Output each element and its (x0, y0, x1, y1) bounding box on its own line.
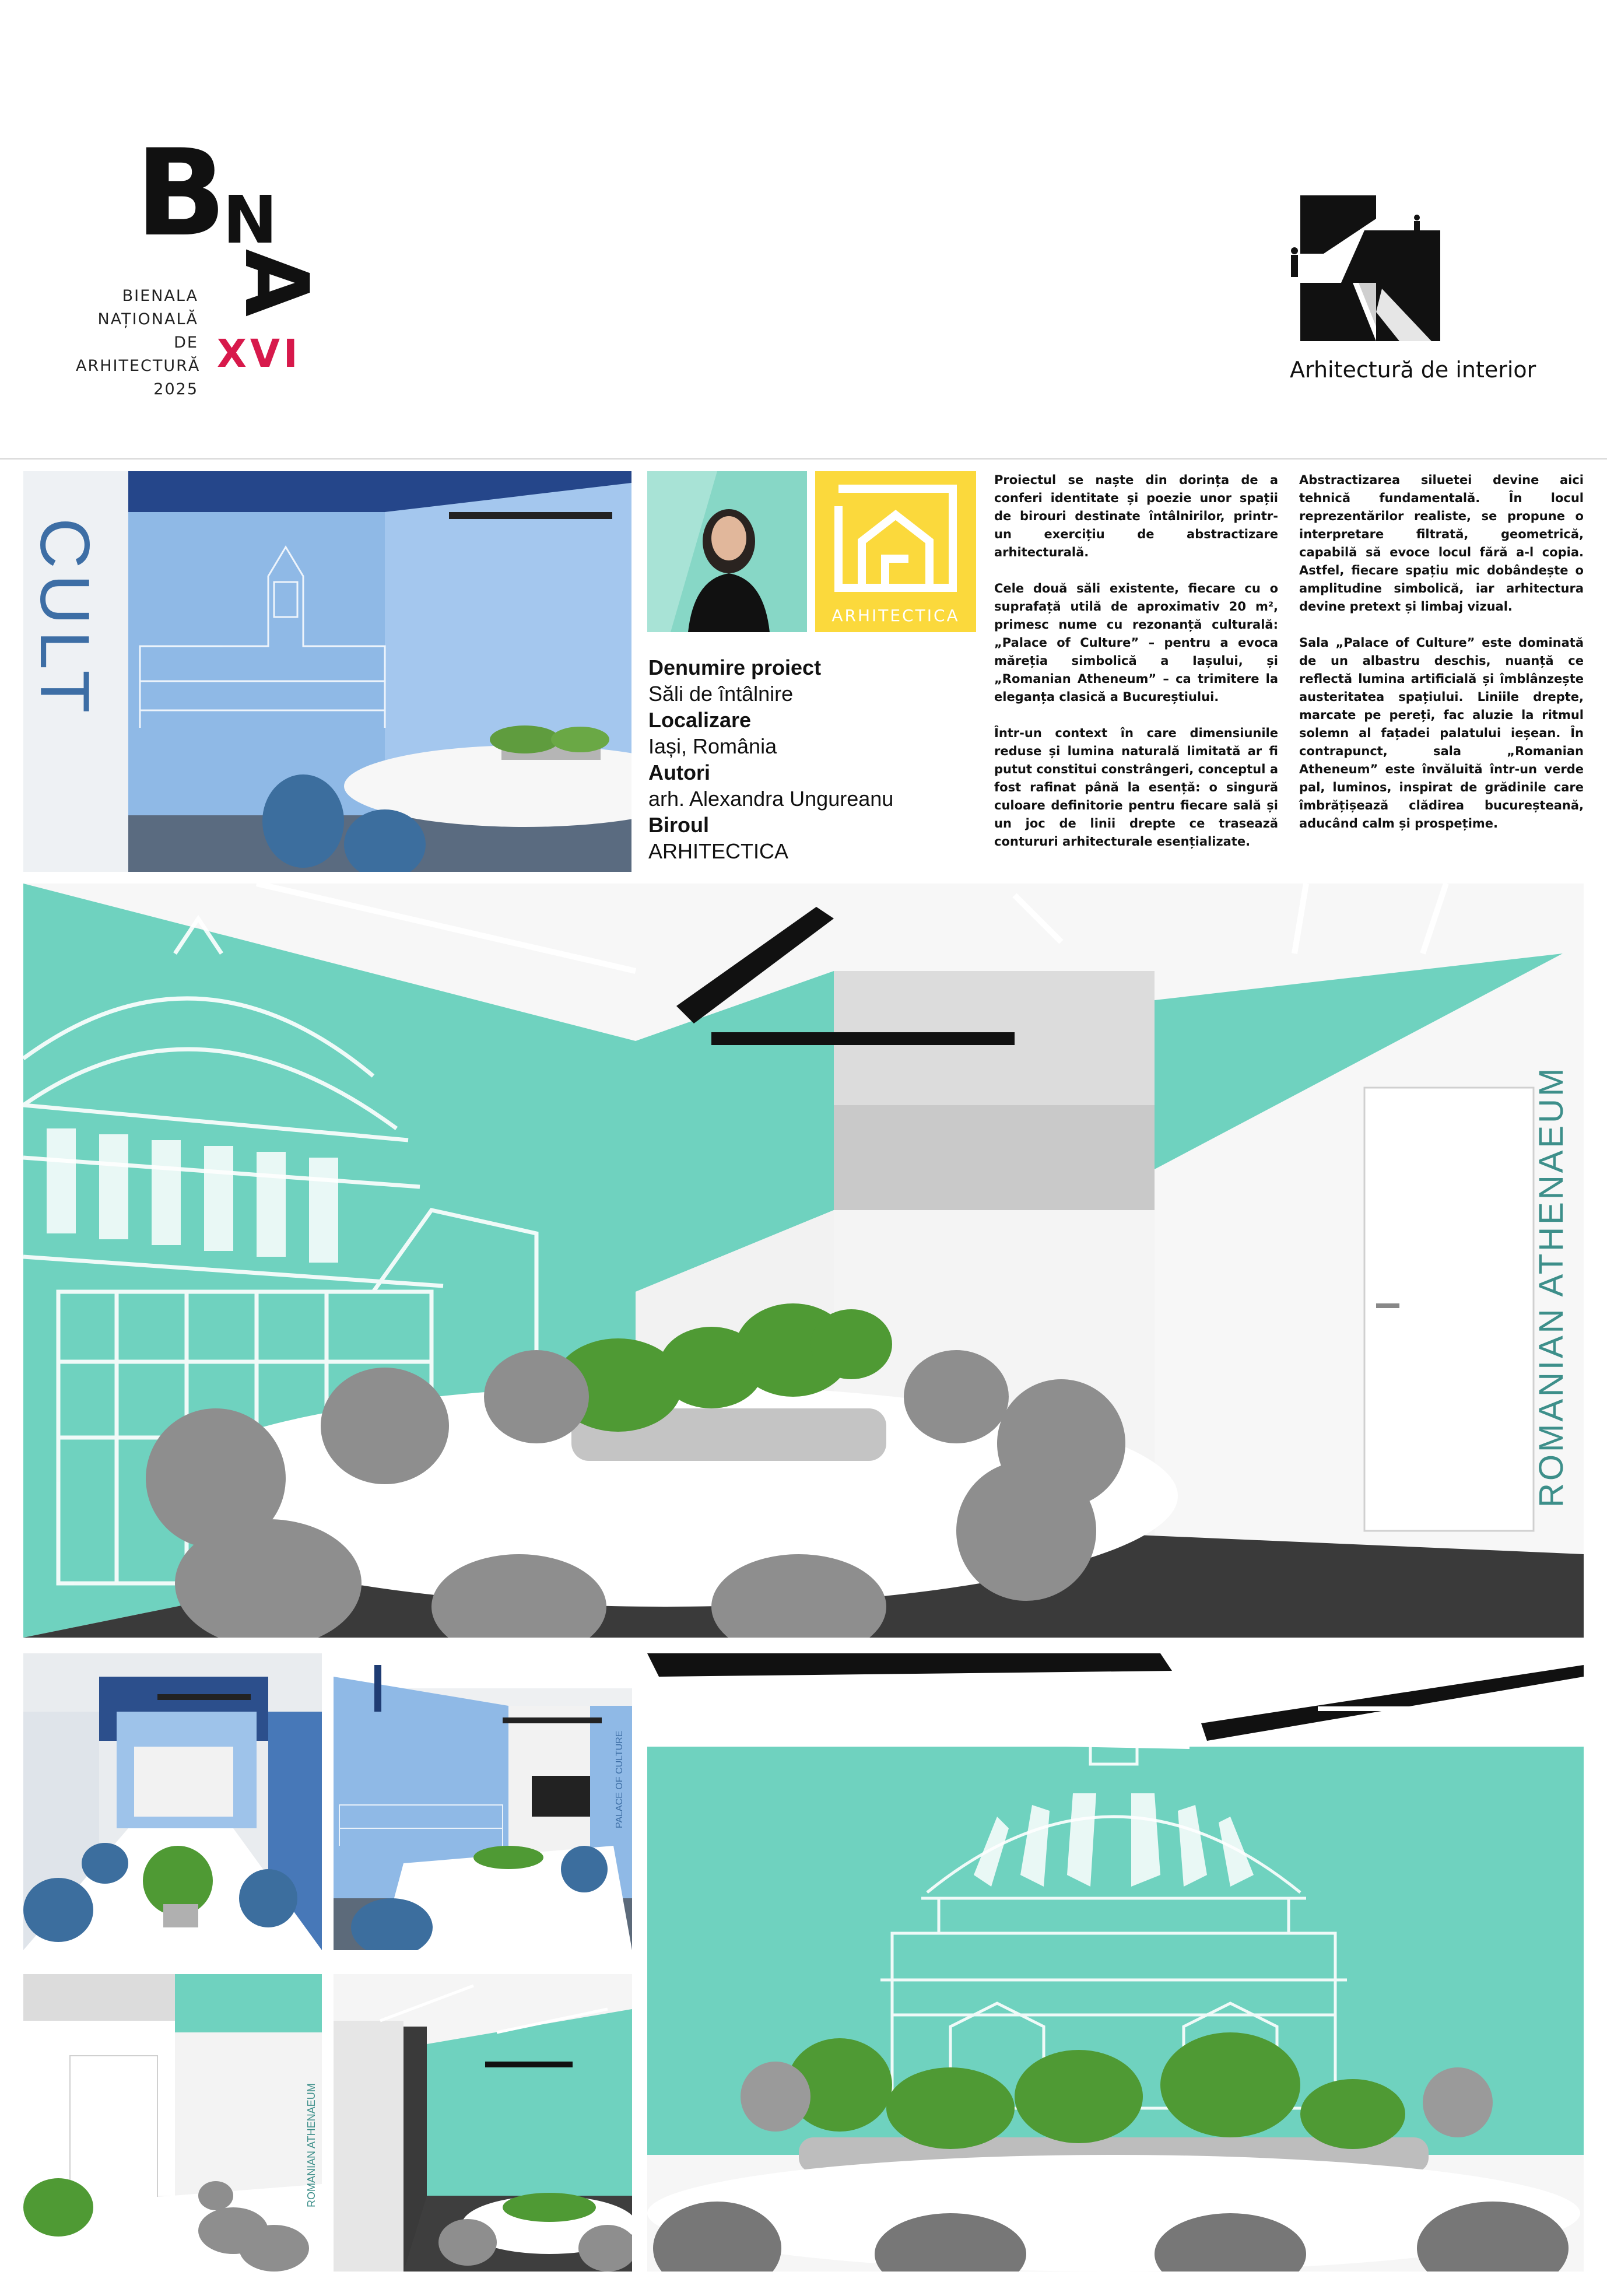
office: ARHITECTICA (648, 839, 789, 863)
description-paragraph: Sala „Palace of Culture” este dominată de un albastru deschis, nuanță ce reflectă lumina artificială și îmblânzește austeritatea spațiului. Liniile drepte, marcate pe pereți, fac aluzie la ritmul solemn al fațadei palatului ieșean. În contrapunct, sala „Romanian Atheneum” este învăluită într-un verde pal, luminos, inspirat de grădinile care îmbrățișează clădirea bucureșteană, aducând calm și prospețime. (1299, 636, 1584, 830)
photo-atheneum-corner (334, 1974, 632, 2272)
project-name: Săli de întâlnire (648, 682, 794, 706)
culture-wall-text: CULT (26, 518, 104, 719)
description-column-1 (994, 471, 1278, 869)
description-paragraph: Cele două săli existente, fiecare cu o suprafață utilă de aproximativ 20 m², primesc nume cu rezonanță culturală: „Palace of Culture” – pentru a evoca măreția simbolică a Iașului, și „Romanian Atheneum” – ca trimitere la eleganța clasică a Bucureștiului. (994, 581, 1278, 704)
author-portrait (647, 471, 807, 632)
bienala-line: NAȚIONALĂ (97, 310, 198, 328)
logo-letter-b: B (135, 124, 227, 263)
edition-number: XVI (217, 331, 301, 376)
house-logo-icon (815, 471, 976, 605)
atheneum-small-wall-text: ROMANIAN ATHENAEUM (306, 2083, 317, 2207)
photo-palace-room (23, 471, 631, 872)
photo-atheneum-front (647, 1653, 1584, 2272)
label-authors: Autori (648, 760, 710, 784)
interior-architecture-icon (1289, 195, 1446, 341)
photo-palace-long-table (23, 1653, 322, 1950)
label-office: Biroul (648, 813, 709, 837)
photo-atheneum-side (23, 1974, 322, 2272)
label-location: Localizare (648, 708, 752, 732)
description-column-2 (1299, 471, 1584, 851)
arhitectica-logo-text: ARHITECTICA (831, 606, 960, 625)
category-title: Arhitectură de interior (1290, 357, 1536, 383)
description-paragraph: Într-un context în care dimensiunile reduse și lumina naturală limitată ar fi putut constitui constrângeri, conceptul a fost rafinat până la esență: o singură culoare definitorie pentru fiecare sală și un joc de linii drepte ce trasează contururi arhitecturale esențializate. (994, 726, 1278, 849)
atheneum-wall-text: ROMANIAN ATHENAEUM (1532, 1065, 1570, 1508)
header-divider (0, 458, 1607, 460)
photo-palace-wide (334, 1653, 632, 1950)
photo-atheneum-room-main (23, 884, 1584, 1638)
project-info (648, 654, 1022, 864)
description-paragraph: Proiectul se naște din dorința de a conferi identitate și poezie unor spații de birouri destinate întâlnirilor, printr-un exercițiu de abstractizare arhitecturală. (994, 473, 1278, 559)
location: Iași, România (648, 734, 777, 758)
palace-wall-text: PALACE OF CULTURE (615, 1730, 624, 1828)
bienala-line: ARHITECTURĂ (76, 357, 201, 375)
logo-letter-a: A (225, 248, 327, 317)
authors: arh. Alexandra Ungureanu (648, 787, 894, 811)
bienala-line: DE (174, 334, 198, 352)
label-project-name: Denumire proiect (648, 656, 822, 679)
arhitectica-logo (815, 471, 976, 632)
bienala-text (76, 285, 201, 401)
description-paragraph: Abstractizarea siluetei devine aici tehnică fundamentală. În locul reprezentărilor realiste, se propune o interpretare filtrată, geometrică, capabilă să evoce locul fără a-l copia. Astfel, fiecare spațiu mic dobândește o amplitudine simbolică, iar arhitectura devine pretext și limbaj vizual. (1299, 473, 1584, 614)
logo-letter-n: N (223, 183, 278, 258)
bienala-line: 2025 (153, 380, 198, 398)
bienala-line: BIENALA (122, 287, 198, 305)
